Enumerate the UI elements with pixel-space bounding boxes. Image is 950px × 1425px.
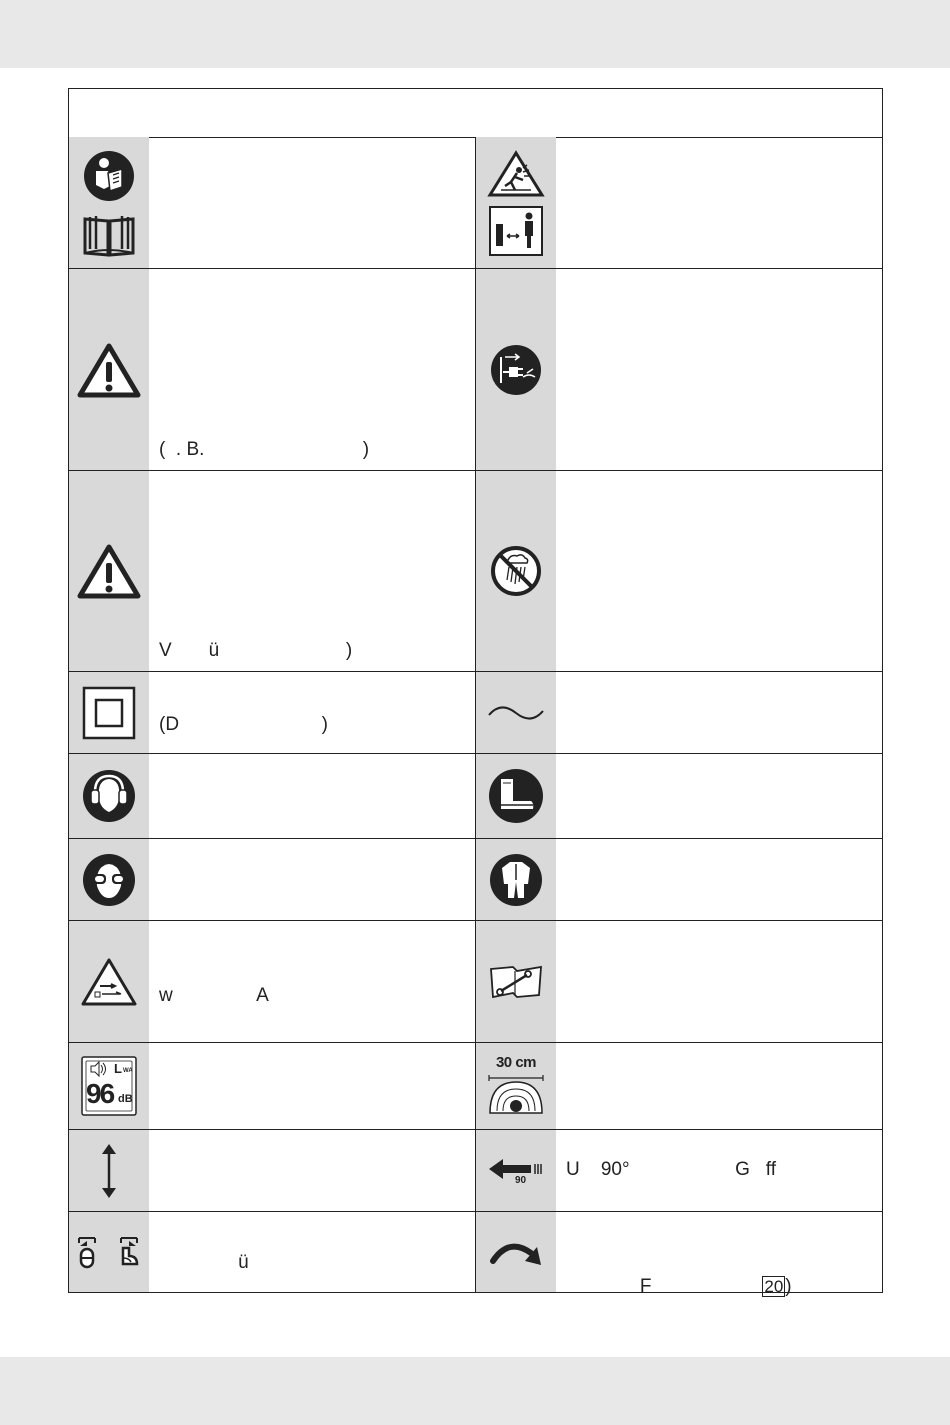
double-insulation-icon xyxy=(81,685,137,741)
table-row xyxy=(69,137,882,269)
table-cell xyxy=(476,1043,882,1129)
cell-text: ü xyxy=(159,1252,249,1273)
table-row xyxy=(69,672,882,754)
sound-level: 96 xyxy=(86,1078,114,1109)
width-label: 30 cm xyxy=(495,1054,537,1071)
cell-text xyxy=(566,1254,874,1320)
sound-label: L xyxy=(114,1061,122,1076)
table-cell xyxy=(476,137,882,268)
table-cell xyxy=(476,1130,882,1211)
table-row xyxy=(69,921,882,1043)
table-cell xyxy=(476,921,882,1042)
table-cell xyxy=(69,921,476,1042)
rotate-90-icon xyxy=(487,1155,545,1187)
table-cell xyxy=(69,839,476,920)
maintenance-manual-icon xyxy=(487,963,545,1001)
table-row xyxy=(69,1043,882,1130)
cell-text: V ü ) xyxy=(159,640,353,661)
table-cell xyxy=(69,1212,476,1292)
cell-text: w A xyxy=(159,985,269,1006)
sound-sub: WA xyxy=(123,1068,133,1074)
read-manual-icon xyxy=(82,149,136,203)
angle-label: 90 xyxy=(515,1174,527,1186)
protective-clothing-icon xyxy=(488,852,544,908)
cell-text: (D ) xyxy=(159,714,328,735)
table-cell xyxy=(476,839,882,920)
ear-protection-icon xyxy=(81,768,137,824)
table-row xyxy=(69,269,882,471)
symbol-table xyxy=(68,88,883,1297)
warning-triangle-icon xyxy=(77,543,141,599)
cell-text: U 90° G ff xyxy=(566,1159,776,1180)
table-cell xyxy=(69,1130,476,1211)
unplug-before-maintenance-icon xyxy=(489,343,543,397)
table-cell xyxy=(476,754,882,838)
table-cell xyxy=(476,269,882,470)
warning-triangle-icon xyxy=(77,342,141,398)
table-row xyxy=(69,471,882,672)
sound-power-icon xyxy=(81,1056,137,1116)
table-cell xyxy=(69,672,476,753)
table-cell xyxy=(69,471,476,671)
table-row xyxy=(69,1130,882,1212)
alternating-current-icon xyxy=(487,703,545,723)
projectile-warning-icon xyxy=(487,150,545,198)
table-cell xyxy=(476,471,882,671)
table-row xyxy=(69,839,882,921)
table-row xyxy=(69,754,882,839)
table-header xyxy=(69,89,882,138)
turn-clockwise-icon xyxy=(487,1235,545,1269)
top-band xyxy=(0,0,950,68)
table-cell xyxy=(69,137,476,268)
open-book-icon xyxy=(82,211,136,257)
no-rain-icon xyxy=(489,544,543,598)
cable-damage-warning-icon xyxy=(80,957,138,1007)
table-cell xyxy=(476,672,882,753)
cell-text: ( . B. ) xyxy=(159,439,370,460)
cutting-width-icon xyxy=(487,1056,545,1116)
safety-boots-icon xyxy=(487,767,545,825)
table-cell xyxy=(69,754,476,838)
switch-on-icon xyxy=(77,1234,141,1270)
table-cell xyxy=(476,1212,882,1297)
height-adjust-icon xyxy=(99,1142,119,1200)
cell-text-main: F xyxy=(608,1276,763,1297)
bottom-band xyxy=(0,1357,950,1425)
ref-box: 20 xyxy=(764,1277,784,1296)
ref-after: ) xyxy=(785,1276,792,1297)
eye-protection-icon xyxy=(81,852,137,908)
table-row xyxy=(69,1212,882,1297)
table-cell xyxy=(69,1043,476,1129)
table-cell xyxy=(69,269,476,470)
sound-unit: dB xyxy=(118,1093,133,1105)
keep-distance-icon xyxy=(489,206,543,256)
